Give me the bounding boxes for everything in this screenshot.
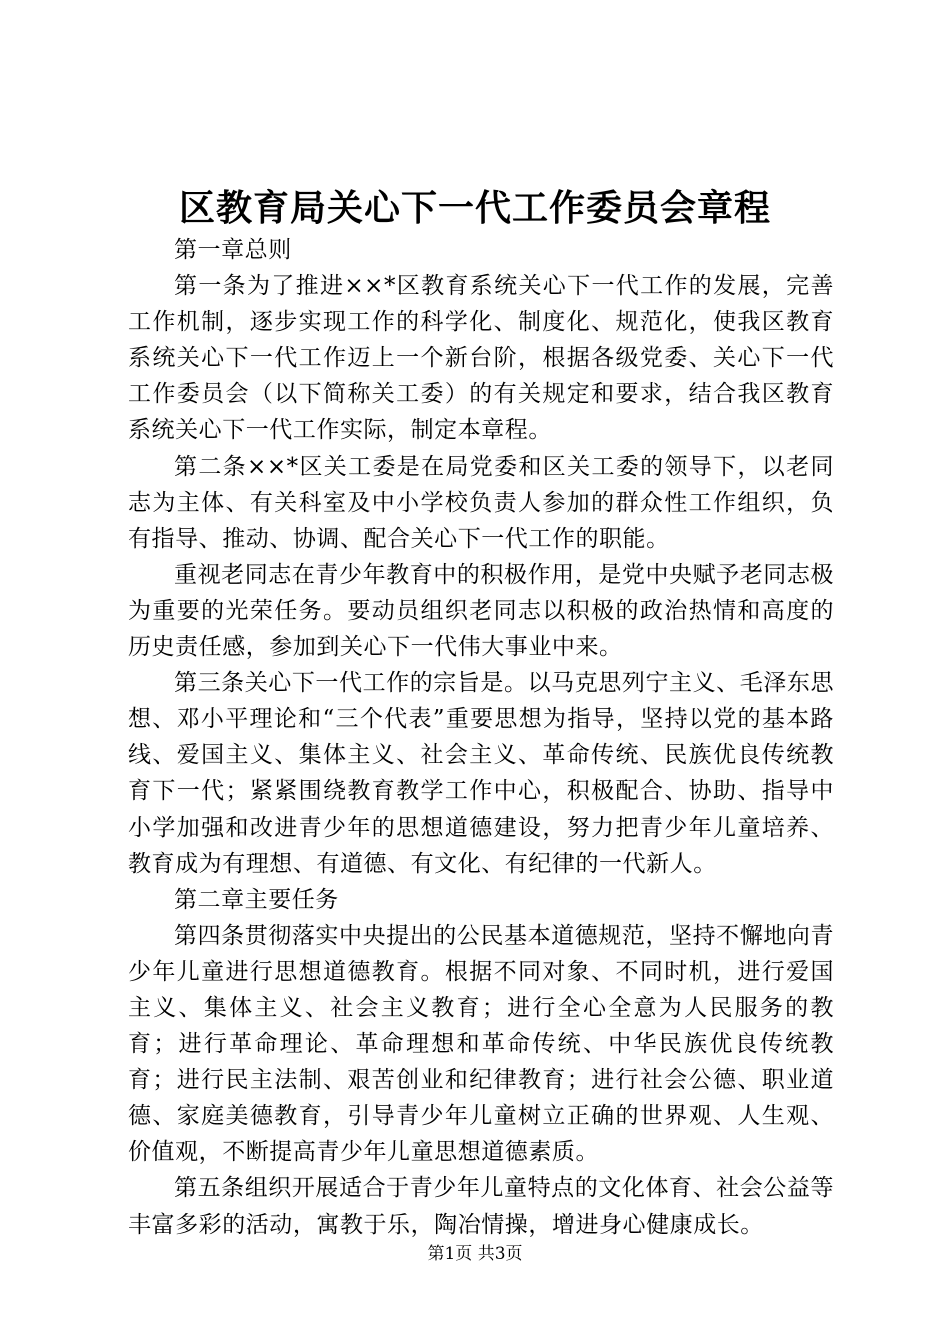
document-body [128, 232, 834, 1243]
document-title: 区教育局关心下一代工作委员会章程 [178, 187, 771, 229]
chapter-heading: 第一章总则 [174, 237, 292, 263]
page-number-footer: 第1页 共3页 [427, 1244, 523, 1264]
article-paragraph: 第四条贯彻落实中央提出的公民基本道德规范，坚持不懈地向青少年儿童进行思想道德教育。根据不同对象、不同时机，进行爱国主义、集体主义、社会主义教育；进行全心全意为人民服务的教育；进行革命理论、革命理想和革命传统、中华民族优良传统教育；进行民主法制、艰苦创业和纪律教育；进行社会公德、职业道德、家庭美德教育，引导青少年儿童树立正确的世界观、人生观、价值观，不断提高青少年儿童思想道德素质。 [128, 922, 834, 1166]
body-paragraph: 重视老同志在青少年教育中的积极作用，是党中央赋予老同志极为重要的光荣任务。要动员组织老同志以积极的政治热情和高度的历史责任感，参加到关心下一代伟大事业中来。 [128, 561, 834, 661]
article-paragraph: 第二条××*区关工委是在局党委和区关工委的领导下，以老同志为主体、有关科室及中小学校负责人参加的群众性工作组织，负有指导、推动、协调、配合关心下一代工作的职能。 [128, 453, 834, 552]
article-paragraph: 第五条组织开展适合于青少年儿童特点的文化体育、社会公益等丰富多彩的活动，寓教于乐，陶冶情操，增进身心健康成长。 [128, 1175, 834, 1238]
article-paragraph: 第三条关心下一代工作的宗旨是。以马克思列宁主义、毛泽东思想、邓小平理论和“三个代表”重要思想为指导，坚持以党的基本路线、爱国主义、集体主义、社会主义、革命传统、民族优良传统教育下一代；紧紧围绕教育教学工作中心，积极配合、协助、指导中小学加强和改进青少年的思想道德建设，努力把青少年儿童培养、教育成为有理想、有道德、有文化、有纪律的一代新人。 [128, 670, 834, 877]
chapter-heading: 第二章主要任务 [174, 886, 339, 913]
article-paragraph: 第一条为了推进××*区教育系统关心下一代工作的发展，完善工作机制，逐步实现工作的科学化、制度化、规范化，使我区教育系统关心下一代工作迈上一个新台阶，根据各级党委、关心下一代工作委员会（以下简称关工委）的有关规定和要求，结合我区教育系统关心下一代工作实际，制定本章程。 [128, 273, 834, 444]
